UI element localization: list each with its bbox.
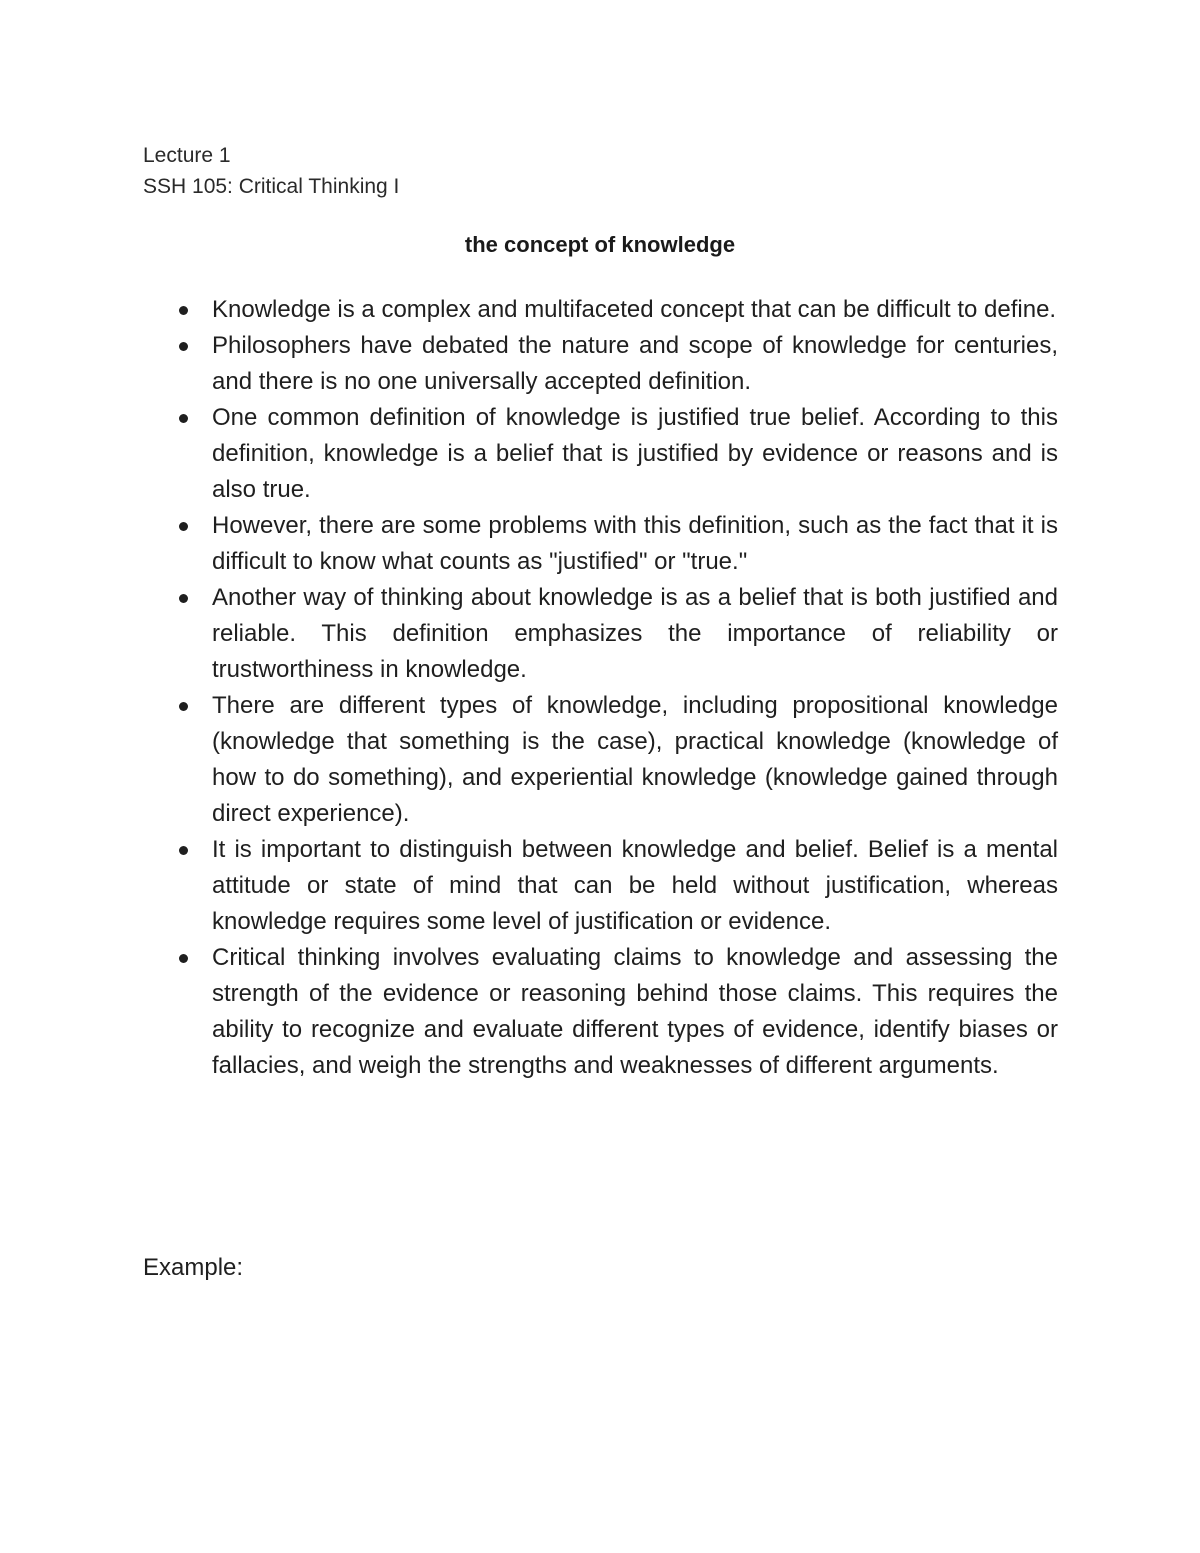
bullet-icon [179, 702, 188, 711]
list-item-text: Critical thinking involves evaluating claims to knowledge and assessing the strength of the evidence or reasoning behind those claims. This requires the ability to recognize and evaluate different types of evidence, identify biases or fallacies, and weigh the strengths and weaknesses of different arguments. [212, 944, 1058, 1079]
list-item-text: Another way of thinking about knowledge is as a belief that is both justified and reliable. This definition emphasizes the importance of reliability or trustworthiness in knowledge. [212, 584, 1058, 683]
list-item [174, 400, 1058, 508]
list-item [174, 688, 1058, 832]
bullet-icon [179, 522, 188, 531]
bullet-icon [179, 306, 188, 315]
bullet-list [174, 292, 1058, 1084]
list-item [174, 580, 1058, 688]
bullet-icon [179, 846, 188, 855]
list-item-text: There are different types of knowledge, including propositional knowledge (knowledge that something is the case), practical knowledge (knowledge of how to do something), and experiential knowledge (knowledge gained through direct experience). [212, 692, 1058, 827]
bullet-icon [179, 342, 188, 351]
document-header [143, 140, 399, 202]
list-item-text: Knowledge is a complex and multifaceted concept that can be difficult to define. [212, 296, 1057, 323]
bullet-icon [179, 954, 188, 963]
list-item-text: It is important to distinguish between knowledge and belief. Belief is a mental attitude or state of mind that can be held without justification, whereas knowledge requires some level of justification or evidence. [212, 836, 1058, 935]
example-label: Example: [143, 1254, 244, 1281]
bullet-icon [179, 414, 188, 423]
list-item-text: Philosophers have debated the nature and scope of knowledge for centuries, and there is no one universally accepted definition. [212, 332, 1058, 395]
list-item [174, 328, 1058, 400]
course-label: SSH 105: Critical Thinking I [143, 175, 400, 198]
lecture-label: Lecture 1 [143, 144, 231, 167]
document-title: the concept of knowledge [464, 232, 736, 257]
bullet-icon [179, 594, 188, 603]
list-item [174, 508, 1058, 580]
list-item [174, 940, 1058, 1084]
list-item-text: However, there are some problems with this definition, such as the fact that it is difficult to know what counts as "justified" or "true." [212, 512, 1058, 575]
list-item [174, 832, 1058, 940]
list-item [174, 292, 1058, 328]
list-item-text: One common definition of knowledge is justified true belief. According to this definition, knowledge is a belief that is justified by evidence or reasons and is also true. [212, 404, 1058, 503]
